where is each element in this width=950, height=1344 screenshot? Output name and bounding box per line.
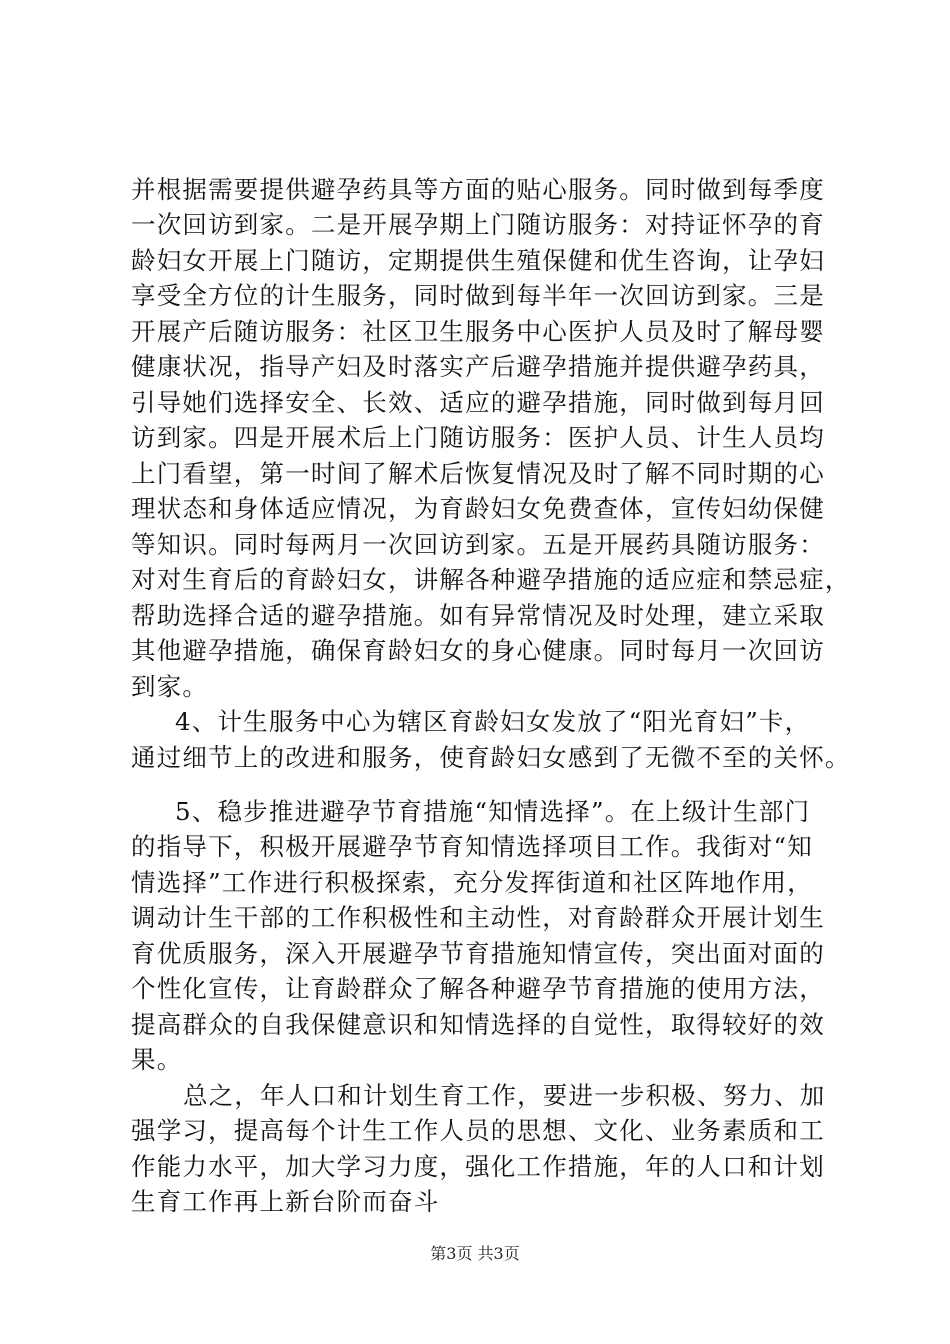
paragraph-1-line: 对对生育后的育龄妇女，讲解各种避孕措施的适应症和禁忌症， — [131, 565, 851, 594]
paragraph-1-line: 理状态和身体适应情况，为育龄妇女免费查体，宣传妇幼保健 — [131, 494, 825, 523]
paragraph-1-line: 龄妇女开展上门随访，定期提供生殖保健和优生咨询，让孕妇 — [131, 246, 825, 275]
paragraph-1-line: 并根据需要提供避孕药具等方面的贴心服务。同时做到每季度 — [131, 175, 825, 204]
paragraph-1-line: 上门看望，第一时间了解术后恢复情况及时了解不同时期的心 — [131, 459, 825, 488]
paragraph-3-line: 情选择”工作进行积极探索，充分发挥街道和社区阵地作用， — [131, 868, 813, 897]
paragraph-3-line: 育优质服务，深入开展避孕节育措施知情宣传，突出面对面的 — [131, 939, 825, 968]
paragraph-1-line: 访到家。四是开展术后上门随访服务：医护人员、计生人员均 — [131, 423, 825, 452]
paragraph-2-line: 4、计生服务中心为辖区育龄妇女发放了“阳光育妇”卡， — [175, 707, 811, 736]
paragraph-1-line: 开展产后随访服务：社区卫生服务中心医护人员及时了解母婴 — [131, 317, 825, 346]
paragraph-3-line: 的指导下，积极开展避孕节育知情选择项目工作。我街对“知 — [131, 832, 813, 861]
paragraph-3-line: 提高群众的自我保健意识和知情选择的自觉性，取得较好的效 — [131, 1010, 825, 1039]
paragraph-1-line: 等知识。同时每两月一次回访到家。五是开展药具随访服务： — [131, 530, 825, 559]
paragraph-1-line: 引导她们选择安全、长效、适应的避孕措施，同时做到每月回 — [131, 388, 825, 417]
paragraph-2-line: 通过细节上的改进和服务，使育龄妇女感到了无微不至的关怀。 — [131, 743, 851, 772]
paragraph-1-line: 到家。 — [131, 672, 209, 701]
paragraph-3-line: 果。 — [131, 1045, 183, 1074]
paragraph-4-line: 作能力水平，加大学习力度，强化工作措施，年的人口和计划 — [131, 1152, 825, 1181]
paragraph-3-line: 调动计生干部的工作积极性和主动性，对育龄群众开展计划生 — [131, 903, 825, 932]
page-number-footer: 第3页 共3页 — [430, 1244, 520, 1263]
paragraph-1-line: 帮助选择合适的避孕措施。如有异常情况及时处理，建立采取 — [131, 601, 825, 630]
paragraph-1-line: 其他避孕措施，确保育龄妇女的身心健康。同时每月一次回访 — [131, 636, 825, 665]
paragraph-4-line: 总之，年人口和计划生育工作，要进一步积极、努力、加 — [183, 1081, 826, 1110]
paragraph-3-line: 个性化宣传，让育龄群众了解各种避孕节育措施的使用方法， — [131, 974, 825, 1003]
paragraph-4-line: 强学习，提高每个计生工作人员的思想、文化、业务素质和工 — [131, 1116, 825, 1145]
paragraph-4-line: 生育工作再上新台阶而奋斗 — [131, 1187, 440, 1216]
paragraph-1-line: 健康状况，指导产妇及时落实产后避孕措施并提供避孕药具， — [131, 352, 825, 381]
paragraph-1-line: 一次回访到家。二是开展孕期上门随访服务：对持证怀孕的育 — [131, 210, 825, 239]
paragraph-1-line: 享受全方位的计生服务，同时做到每半年一次回访到家。三是 — [131, 281, 825, 310]
paragraph-3-line: 5、稳步推进避孕节育措施“知情选择”。在上级计生部门 — [175, 797, 811, 826]
